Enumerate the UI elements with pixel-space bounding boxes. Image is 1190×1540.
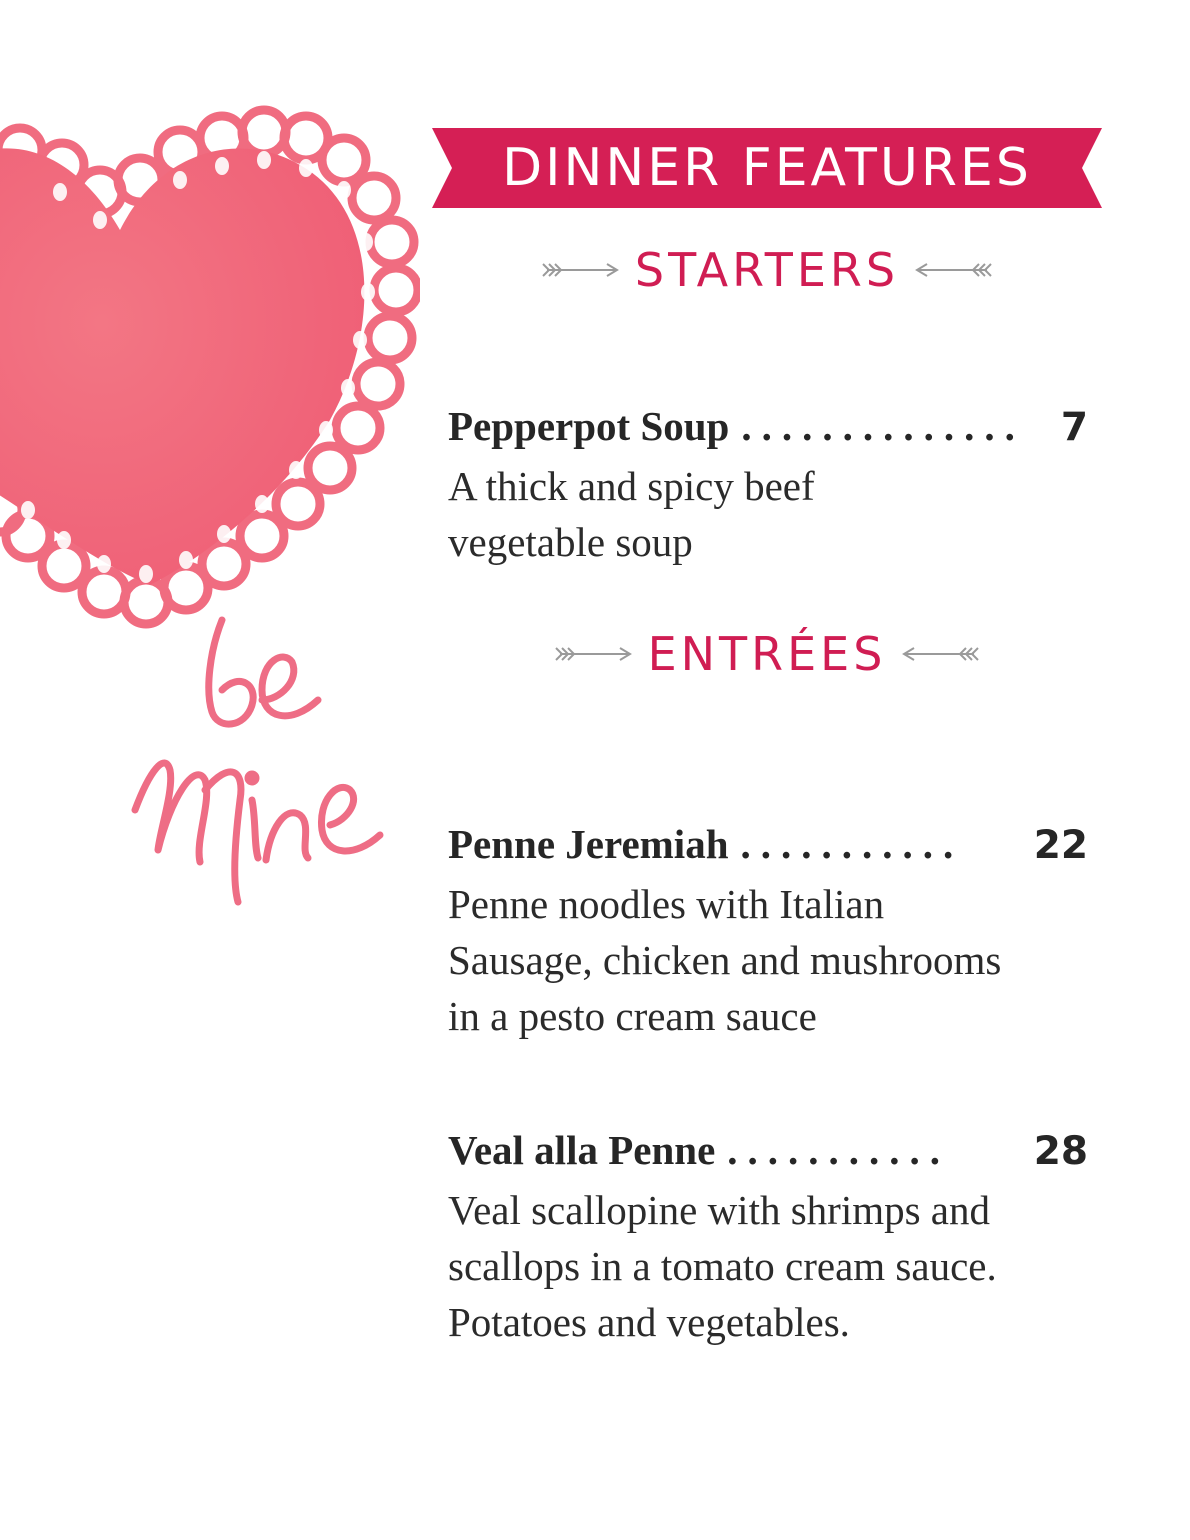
section-heading-entrees: [432, 624, 1102, 684]
heart-icon: [0, 0, 420, 930]
arrow-left-icon: [913, 260, 993, 280]
dot-leader: ..............: [741, 403, 1025, 449]
section-label-entrees: ENTRÉES: [647, 627, 887, 681]
section-label-starters: STARTERS: [634, 243, 900, 297]
menu-item-price: 7: [1060, 405, 1088, 450]
title-banner: [432, 128, 1102, 208]
menu-item: [448, 1126, 1088, 1350]
menu-item-description: Veal scallopine with shrimps and scallops in a tomato cream sauce. Potatoes and vegetables.: [448, 1187, 997, 1345]
menu-item-line: [448, 820, 1088, 876]
menu-item-line: [448, 1126, 1088, 1182]
menu-item-description: A thick and spicy beef vegetable soup: [448, 463, 815, 565]
dot-leader: ...........: [740, 821, 964, 867]
menu-item-line: [448, 402, 1088, 458]
arrow-right-icon: [541, 260, 621, 280]
menu-item: [448, 820, 1088, 1044]
arrow-right-icon: [554, 644, 634, 664]
menu-item-price: 22: [1033, 823, 1088, 868]
menu-item-description: Penne noodles with Italian Sausage, chicken and mushrooms in a pesto cream sauce: [448, 881, 1002, 1039]
menu-item: [448, 402, 1088, 570]
page-title: DINNER FEATURES: [502, 138, 1032, 198]
menu-item-price: 28: [1033, 1129, 1088, 1174]
menu-item-name: Veal alla Penne: [448, 1127, 716, 1173]
section-heading-starters: [432, 240, 1102, 300]
arrow-left-icon: [900, 644, 980, 664]
menu-item-name: Pepperpot Soup: [448, 403, 730, 449]
menu-item-name: Penne Jeremiah: [448, 821, 729, 867]
dot-leader: ...........: [727, 1127, 951, 1173]
